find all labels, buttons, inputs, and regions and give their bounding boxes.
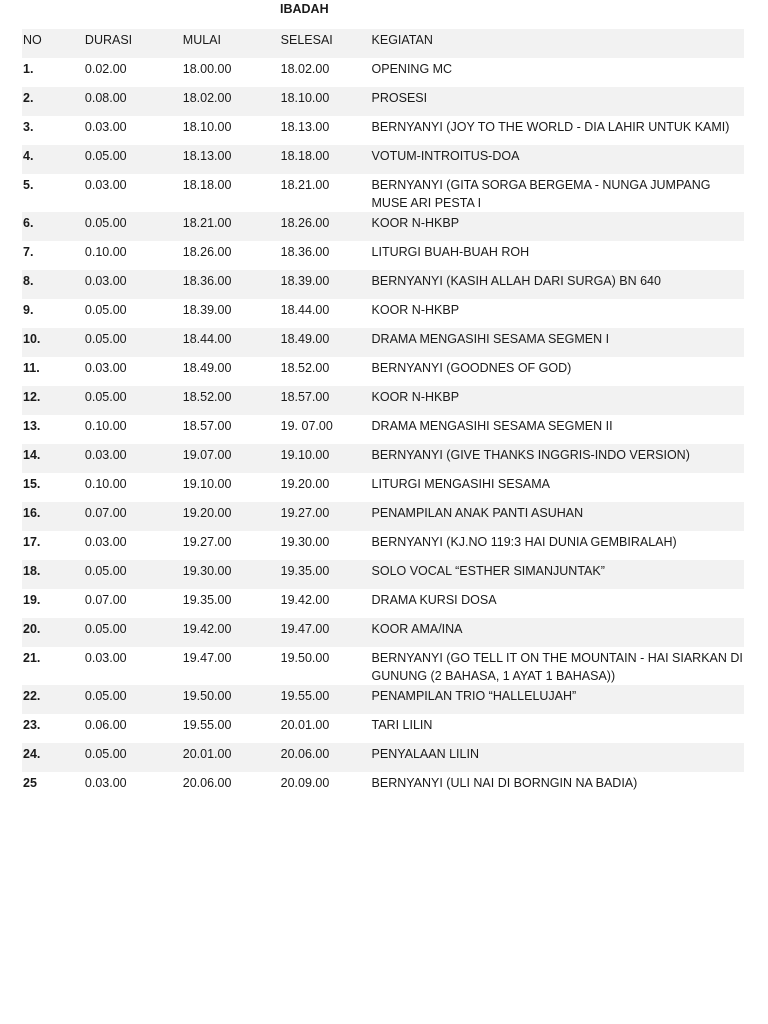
cell-kegiatan: PENAMPILAN ANAK PANTI ASUHAN — [371, 506, 584, 520]
cell-durasi: 0.05.00 — [84, 149, 127, 163]
table-row — [22, 560, 744, 589]
cell-no: 14. — [23, 448, 41, 462]
cell-durasi: 0.07.00 — [84, 506, 127, 520]
table-row — [22, 87, 744, 116]
table-row — [22, 58, 744, 87]
cell-no: 4. — [23, 149, 34, 163]
cell-durasi: 0.08.00 — [84, 91, 127, 105]
cell-kegiatan: BERNYANYI (KJ.NO 119:3 HAI DUNIA GEMBIRALAH) — [371, 535, 677, 549]
cell-no: 18. — [23, 564, 41, 578]
cell-mulai: 18.49.00 — [182, 361, 232, 375]
cell-no: 15. — [23, 477, 41, 491]
cell-selesai: 18.18.00 — [280, 149, 330, 163]
cell-mulai: 19.27.00 — [182, 535, 232, 549]
cell-selesai: 18.36.00 — [280, 245, 330, 259]
table-row — [22, 502, 744, 531]
table-row — [22, 618, 744, 647]
cell-mulai: 19.35.00 — [182, 593, 232, 607]
cell-selesai: 18.57.00 — [280, 390, 330, 404]
cell-no: 7. — [23, 245, 34, 259]
cell-kegiatan: DRAMA MENGASIHI SESAMA SEGMEN II — [371, 419, 613, 433]
cell-mulai: 19.55.00 — [182, 718, 232, 732]
cell-selesai: 19.47.00 — [280, 622, 330, 636]
cell-no: 12. — [23, 390, 41, 404]
cell-no: 19. — [23, 593, 41, 607]
table-row — [22, 647, 744, 685]
cell-durasi: 0.03.00 — [84, 361, 127, 375]
table-row — [22, 714, 744, 743]
document-title: IBADAH — [280, 2, 329, 16]
table-row — [22, 270, 744, 299]
cell-selesai: 19.35.00 — [280, 564, 330, 578]
cell-mulai: 18.36.00 — [182, 274, 232, 288]
cell-durasi: 0.05.00 — [84, 747, 127, 761]
header-durasi: DURASI — [84, 33, 133, 47]
cell-no: 16. — [23, 506, 41, 520]
cell-mulai: 20.06.00 — [182, 776, 232, 790]
cell-mulai: 18.13.00 — [182, 149, 232, 163]
cell-durasi: 0.05.00 — [84, 216, 127, 230]
cell-no: 13. — [23, 419, 41, 433]
cell-kegiatan: LITURGI BUAH-BUAH ROH — [371, 245, 530, 259]
cell-durasi: 0.03.00 — [84, 535, 127, 549]
cell-no: 1. — [23, 62, 34, 76]
cell-no: 3. — [23, 120, 34, 134]
cell-kegiatan: PROSESI — [371, 91, 428, 105]
cell-no: 24. — [23, 747, 41, 761]
cell-kegiatan: PENYALAAN LILIN — [371, 747, 479, 761]
cell-mulai: 18.21.00 — [182, 216, 232, 230]
table-row — [22, 299, 744, 328]
cell-kegiatan: KOOR N-HKBP — [371, 390, 460, 404]
table-row — [22, 772, 744, 801]
schedule-table — [22, 29, 744, 801]
cell-mulai: 18.02.00 — [182, 91, 232, 105]
cell-durasi: 0.03.00 — [84, 448, 127, 462]
cell-kegiatan: LITURGI MENGASIHI SESAMA — [371, 477, 551, 491]
cell-durasi: 0.05.00 — [84, 303, 127, 317]
cell-selesai: 18.10.00 — [280, 91, 330, 105]
cell-kegiatan: KOOR AMA/INA — [371, 622, 463, 636]
cell-mulai: 19.20.00 — [182, 506, 232, 520]
cell-no: 9. — [23, 303, 34, 317]
table-row — [22, 685, 744, 714]
cell-durasi: 0.03.00 — [84, 274, 127, 288]
cell-no: 17. — [23, 535, 41, 549]
cell-no: 6. — [23, 216, 34, 230]
cell-selesai: 18.21.00 — [280, 178, 330, 192]
cell-kegiatan: DRAMA KURSI DOSA — [371, 593, 497, 607]
cell-durasi: 0.02.00 — [84, 62, 127, 76]
cell-mulai: 19.07.00 — [182, 448, 232, 462]
cell-selesai: 19.42.00 — [280, 593, 330, 607]
cell-selesai: 19.10.00 — [280, 448, 330, 462]
table-row — [22, 116, 744, 145]
cell-durasi: 0.03.00 — [84, 120, 127, 134]
header-selesai: SELESAI — [280, 33, 333, 47]
cell-selesai: 19. 07.00 — [280, 419, 333, 433]
cell-mulai: 18.52.00 — [182, 390, 232, 404]
cell-kegiatan: BERNYANYI (GOODNES OF GOD) — [371, 361, 572, 375]
cell-selesai: 18.52.00 — [280, 361, 330, 375]
cell-kegiatan: BERNYANYI (KASIH ALLAH DARI SURGA) BN 640 — [371, 274, 661, 288]
cell-mulai: 19.42.00 — [182, 622, 232, 636]
cell-kegiatan: BERNYANYI (GO TELL IT ON THE MOUNTAIN - HAI SIARKAN DI GUNUNG (2 BAHASA, 1 AYAT 1 BAHASA)) — [371, 651, 743, 683]
cell-kegiatan: BERNYANYI (GIVE THANKS INGGRIS-INDO VERSION) — [371, 448, 690, 462]
cell-mulai: 20.01.00 — [182, 747, 232, 761]
cell-kegiatan: BERNYANYI (ULI NAI DI BORNGIN NA BADIA) — [371, 776, 638, 790]
cell-selesai: 19.27.00 — [280, 506, 330, 520]
table-row — [22, 415, 744, 444]
table-row — [22, 444, 744, 473]
table-row — [22, 145, 744, 174]
cell-durasi: 0.10.00 — [84, 245, 127, 259]
cell-kegiatan: SOLO VOCAL “ESTHER SIMANJUNTAK” — [371, 564, 605, 578]
cell-kegiatan: OPENING MC — [371, 62, 453, 76]
cell-durasi: 0.03.00 — [84, 178, 127, 192]
cell-no: 5. — [23, 178, 34, 192]
cell-selesai: 19.55.00 — [280, 689, 330, 703]
table-row — [22, 174, 744, 212]
cell-selesai: 20.01.00 — [280, 718, 330, 732]
table-header-row — [22, 29, 744, 58]
table-row — [22, 357, 744, 386]
table-row — [22, 743, 744, 772]
cell-selesai: 19.20.00 — [280, 477, 330, 491]
cell-no: 21. — [23, 651, 41, 665]
cell-selesai: 18.02.00 — [280, 62, 330, 76]
cell-no: 8. — [23, 274, 34, 288]
cell-durasi: 0.10.00 — [84, 477, 127, 491]
table-row — [22, 386, 744, 415]
cell-kegiatan: KOOR N-HKBP — [371, 216, 460, 230]
table-row — [22, 241, 744, 270]
cell-durasi: 0.03.00 — [84, 651, 127, 665]
cell-durasi: 0.06.00 — [84, 718, 127, 732]
cell-mulai: 18.39.00 — [182, 303, 232, 317]
cell-durasi: 0.07.00 — [84, 593, 127, 607]
cell-mulai: 18.10.00 — [182, 120, 232, 134]
cell-no: 2. — [23, 91, 34, 105]
cell-no: 25 — [23, 776, 37, 790]
cell-kegiatan: BERNYANYI (GITA SORGA BERGEMA - NUNGA JUMPANG MUSE ARI PESTA I — [371, 178, 711, 210]
cell-durasi: 0.05.00 — [84, 689, 127, 703]
cell-selesai: 20.09.00 — [280, 776, 330, 790]
cell-durasi: 0.05.00 — [84, 622, 127, 636]
header-no: NO — [23, 33, 42, 47]
table-row — [22, 212, 744, 241]
cell-no: 10. — [23, 332, 41, 346]
cell-mulai: 19.10.00 — [182, 477, 232, 491]
cell-kegiatan: DRAMA MENGASIHI SESAMA SEGMEN I — [371, 332, 610, 346]
cell-mulai: 18.26.00 — [182, 245, 232, 259]
header-kegiatan: KEGIATAN — [371, 33, 433, 47]
table-row — [22, 589, 744, 618]
table-row — [22, 328, 744, 357]
cell-selesai: 18.13.00 — [280, 120, 330, 134]
table-body — [22, 58, 744, 801]
cell-no: 20. — [23, 622, 41, 636]
table-row — [22, 531, 744, 560]
cell-mulai: 19.50.00 — [182, 689, 232, 703]
cell-no: 22. — [23, 689, 41, 703]
cell-no: 23. — [23, 718, 41, 732]
cell-kegiatan: BERNYANYI (JOY TO THE WORLD - DIA LAHIR UNTUK KAMI) — [371, 120, 730, 134]
cell-mulai: 18.00.00 — [182, 62, 232, 76]
table-row — [22, 473, 744, 502]
cell-selesai: 19.50.00 — [280, 651, 330, 665]
cell-kegiatan: TARI LILIN — [371, 718, 433, 732]
cell-kegiatan: VOTUM-INTROITUS-DOA — [371, 149, 520, 163]
cell-selesai: 18.26.00 — [280, 216, 330, 230]
cell-mulai: 19.47.00 — [182, 651, 232, 665]
cell-durasi: 0.05.00 — [84, 564, 127, 578]
cell-mulai: 18.44.00 — [182, 332, 232, 346]
cell-selesai: 18.44.00 — [280, 303, 330, 317]
cell-selesai: 20.06.00 — [280, 747, 330, 761]
cell-kegiatan: KOOR N-HKBP — [371, 303, 460, 317]
cell-mulai: 18.18.00 — [182, 178, 232, 192]
cell-kegiatan: PENAMPILAN TRIO “HALLELUJAH” — [371, 689, 577, 703]
cell-selesai: 19.30.00 — [280, 535, 330, 549]
cell-durasi: 0.05.00 — [84, 332, 127, 346]
cell-no: 11. — [23, 361, 40, 375]
cell-mulai: 18.57.00 — [182, 419, 232, 433]
cell-mulai: 19.30.00 — [182, 564, 232, 578]
cell-durasi: 0.03.00 — [84, 776, 127, 790]
cell-selesai: 18.39.00 — [280, 274, 330, 288]
cell-selesai: 18.49.00 — [280, 332, 330, 346]
header-mulai: MULAI — [182, 33, 221, 47]
cell-durasi: 0.10.00 — [84, 419, 127, 433]
cell-durasi: 0.05.00 — [84, 390, 127, 404]
